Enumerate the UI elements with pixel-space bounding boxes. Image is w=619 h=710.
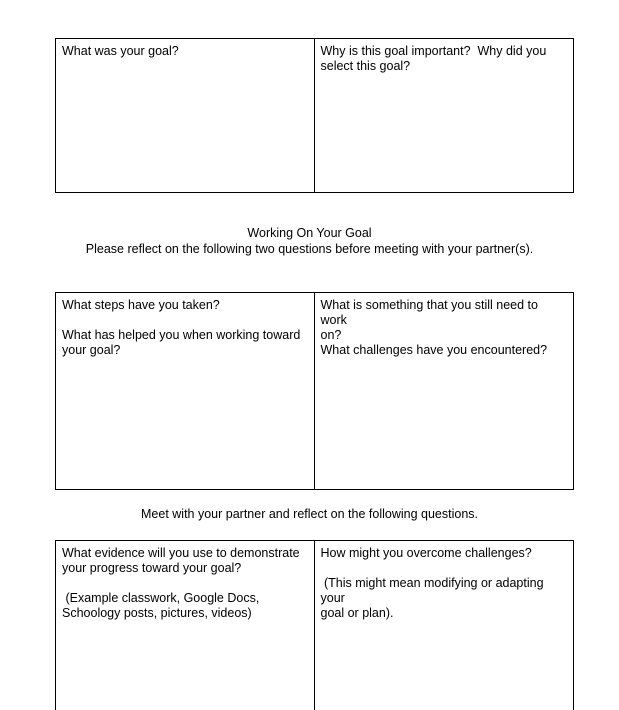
goal-table — [55, 38, 574, 193]
evidence-question-line-1: What evidence will you use to demonstrate — [62, 546, 300, 560]
steps-cell[interactable] — [56, 293, 315, 489]
evidence-example-line-1: (Example classwork, Google Docs, — [62, 591, 260, 605]
working-heading-title: Working On Your Goal — [247, 226, 372, 240]
overcome-question: How might you overcome challenges? — [320, 546, 532, 560]
challenges-question: What challenges have you encountered? — [320, 343, 548, 357]
evidence-question-line-2: your progress toward your goal? — [62, 561, 242, 575]
working-table — [55, 292, 574, 490]
goal-importance-cell[interactable] — [315, 39, 574, 192]
goal-question: What was your goal? — [62, 44, 179, 58]
goal-importance-question-line-1: Why is this goal important? Why did you — [320, 44, 547, 58]
helped-question-line-1: What has helped you when working toward — [62, 328, 301, 342]
spacer — [321, 561, 568, 576]
working-heading-subtitle: Please reflect on the following two questions before meeting with your partner(s). — [85, 242, 534, 256]
needs-work-cell[interactable] — [315, 293, 574, 489]
evidence-cell[interactable] — [56, 541, 315, 710]
needs-work-question-line-1: What is something that you still need to work — [320, 298, 542, 327]
spacer — [62, 576, 308, 591]
evidence-example-line-2: Schoology posts, pictures, videos) — [62, 606, 252, 620]
goal-cell[interactable] — [56, 39, 315, 192]
goal-importance-question-line-2: select this goal? — [320, 59, 411, 73]
spacer — [62, 313, 308, 328]
overcome-note-line-1: (This might mean modifying or adapting your — [320, 576, 548, 605]
helped-question-line-2: your goal? — [62, 343, 121, 357]
steps-question: What steps have you taken? — [62, 298, 220, 312]
overcome-cell[interactable] — [315, 541, 574, 710]
overcome-note-line-2: goal or plan). — [320, 606, 394, 620]
evidence-table — [55, 540, 574, 710]
needs-work-question-line-2: on? — [320, 328, 342, 342]
meet-heading: Meet with your partner and reflect on the following questions. — [141, 507, 478, 521]
